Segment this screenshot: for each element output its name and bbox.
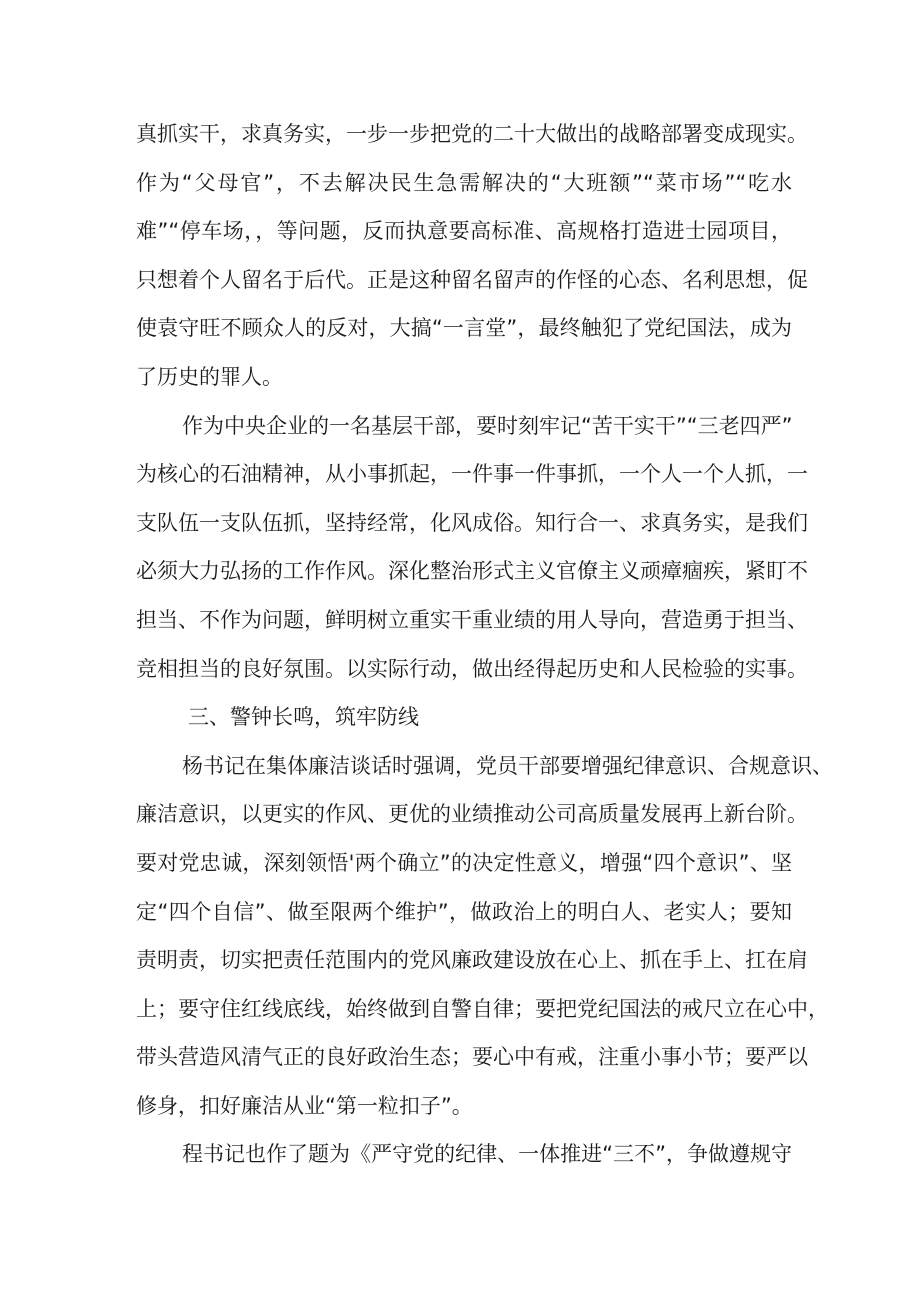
text-line: 竞相担当的良好氛围。以实际行动，做出经得起历史和人民检验的实事。 [136, 656, 808, 681]
text-line: 要对党忠诚，深刻领悟'两个确立”的决定性意义，增强“四个意识”、坚 [136, 850, 792, 875]
text-line: 为核心的石油精神，从小事抓起，一件事一件事抓，一个人一个人抓，一 [136, 462, 808, 487]
text-line: 了历史的罪人。 [136, 364, 283, 389]
document-body [136, 110, 833, 1179]
text-line: 上；要守住红线底线，始终做到自警自律；要把党纪国法的戒尺立在心中， [136, 996, 829, 1021]
text-line: 修身，扣好廉洁从业“第一粒扣子”。 [136, 1093, 473, 1118]
text-line: 定“四个自信”、做至限两个维护”，做政治上的明白人、老实人；要知 [136, 899, 792, 924]
text-line: 难”“停车场，，等问题，反而执意要高标准、高规格打造进士园项目， [136, 219, 792, 244]
text-line: 责明责，切实把责任范围内的党风廉政建设放在心上、抓在手上、扛在肩 [136, 948, 808, 973]
text-line: 廉洁意识，以更实的作风、更优的业绩推动公司高质量发展再上新台阶。 [136, 802, 808, 827]
text-line: 杨书记在集体廉洁谈话时强调，党员干部要增强纪律意识、合规意识、 [182, 753, 833, 778]
text-line: 带头营造风清气正的良好政治生态；要心中有戒，注重小事小节；要严以 [136, 1045, 808, 1070]
text-line: 作为中央企业的一名基层干部，要时刻牢记“苦干实干”“三老四严” [182, 413, 793, 438]
section-heading: 三、警钟长鸣，筑牢防线 [188, 705, 419, 730]
text-line: 担当、不作为问题，鲜明树立重实干重业绩的用人导向，营造勇于担当、 [136, 607, 808, 632]
text-line: 使袁守旺不顾众人的反对，大搞“一言堂”，最终触犯了党纪国法，成为 [136, 316, 792, 341]
text-line: 必须大力弘扬的工作作风。深化整治形式主义官僚主义顽瘴痼疾，紧盯不 [136, 559, 808, 584]
text-line: 支队伍一支队伍抓，坚持经常，化风成俗。知行合一、求真务实，是我们 [136, 510, 808, 535]
text-line: 只想着个人留名于后代。正是这种留名留声的作怪的心态、名利思想，促 [136, 267, 808, 292]
text-line: 程书记也作了题为《严守党的纪律、一体推进“三不”，争做遵规守 [182, 1142, 792, 1167]
text-line: 作为“父母官”，不去解决民生急需解决的“大班额”“菜市场”“吃水 [136, 170, 792, 195]
text-line: 真抓实干，求真务实，一步一步把党的二十大做出的战略部署变成现实。 [136, 122, 808, 146]
